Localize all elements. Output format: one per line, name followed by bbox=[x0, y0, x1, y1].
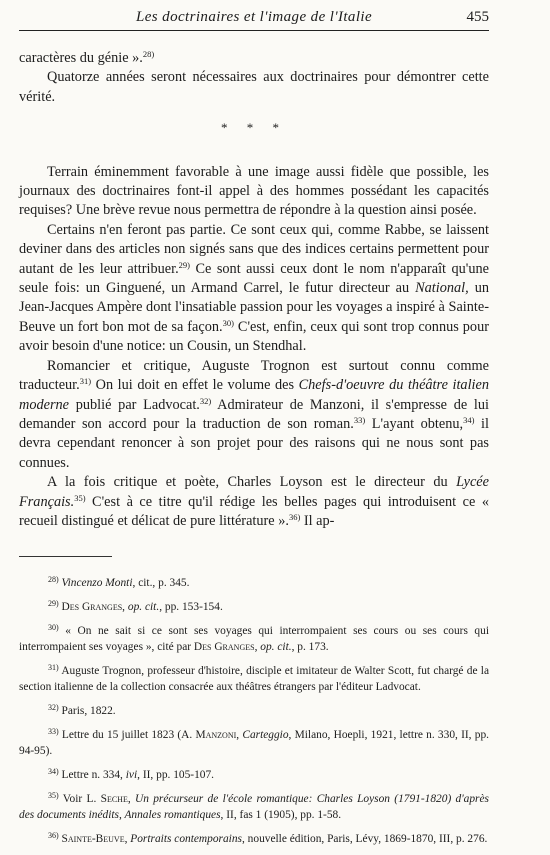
footnote-text: Lettre du 15 juillet 1823 (A. bbox=[61, 729, 196, 742]
footnote-ref: 30) bbox=[222, 317, 234, 328]
footnote bbox=[19, 623, 489, 655]
footnote-text: Sainte-Beuve bbox=[61, 833, 125, 846]
footnote-text: « On ne sait si ce sont ses voyages qui interrompaient ses cours ou ses cours qui interrompaient ses voyages », cité par bbox=[19, 625, 489, 654]
footnote-text: , bbox=[236, 729, 243, 742]
paragraph: Quatorze années seront nécessaires aux doctrinaires pour démontrer cette vérité. bbox=[19, 69, 489, 105]
footnote-number: 31) bbox=[48, 663, 59, 673]
footnote-text: , II, fas 1 (1905), pp. 1-58. bbox=[220, 809, 342, 822]
footnote bbox=[19, 791, 489, 823]
footnote-text: Portraits contemporains bbox=[130, 833, 242, 846]
footnote-number: 35) bbox=[48, 791, 59, 801]
footnote-text: Voir L. bbox=[62, 793, 101, 806]
footnote-ref: 33) bbox=[353, 414, 366, 425]
footnote-text: Un précurseur de l'école romantique: Charles Loyson (1791-1820) d'après des documents inédits, Annales romantiques bbox=[19, 793, 489, 822]
footnote-number: 33) bbox=[48, 727, 59, 737]
footnote-text: , cit., p. 345. bbox=[132, 577, 190, 590]
footnote-ref: 36) bbox=[288, 511, 301, 522]
footnote-text: Lettre n. 334, bbox=[61, 769, 126, 782]
footnote-ref: 29) bbox=[178, 259, 190, 270]
footnote-ref: 32) bbox=[199, 395, 212, 406]
paragraph: A la fois critique et poète, Charles Loyson est le directeur du Lycée Français.$^{35)}$ C'est à ce titre qu'il rédige les belles pages qui introduisent ce « recueil distingué et délicat de pure littérature ».$^{36)}$ Il ap- bbox=[19, 474, 489, 529]
footnote bbox=[19, 703, 489, 719]
footnote-number: 32) bbox=[48, 703, 59, 713]
running-title: Les doctrinaires et l'image de l'Italie bbox=[136, 9, 373, 25]
footnote-text: Auguste Trognon, professeur d'histoire, disciple et imitateur de Walter Scott, fut chargé de la section italienne de la collection consacrée aux théâtres étrangers par l'éditeur Ladvocat. bbox=[19, 665, 490, 694]
footnote-text: , p. 173. bbox=[291, 641, 329, 654]
footnote-divider bbox=[19, 556, 112, 557]
footnote-text: , pp. 153-154. bbox=[159, 601, 223, 614]
footnote-text: , nouvelle édition, Paris, Lévy, 1869-1870, III, p. 276. bbox=[241, 833, 488, 846]
paragraph: Romancier et critique, Auguste Trognon est surtout connu comme traducteur.$^{31)}$ On lui doit en effet le volume des Chefs-d'oeuvre du théâtre italien moderne publié par Ladvocat.$^{32)}$ Admirateur de Manzoni, il s'empresse de lui demander son accord pour la traduction de son roman.$^{33)}$ L'ayant obtenu,$^{34)}$ il devra cependant renoncer à son projet pour des raisons qui ne nous sont pas connues. bbox=[19, 357, 490, 471]
paragraph: Certains n'en feront pas partie. Ce sont ceux qui, comme Rabbe, se laissent deviner dans des articles non signés sans que des indices certains permettent pour autant de les leur attribuer.$^{29)}$ Ce sont aussi ceux dont le nom n'apparaît qu'une seule fois: un Ginguené, un Armand Carrel, le futur directeur au National, un Jean-Jacques Ampère dont l'insatiable passion pour les voyages a inspiré à Sainte-Beuve un fort bon mot de sa façon.$^{30)}$ C'est, enfin, ceux qui sont trop connus pour avoir besoin d'une notice: un Cousin, un Stendhal. bbox=[19, 221, 489, 355]
footnote-text: , bbox=[124, 833, 131, 846]
footnote bbox=[19, 727, 489, 759]
footnote-number: 30) bbox=[48, 623, 59, 633]
footnote-text: , bbox=[127, 793, 135, 806]
footnote-text: Des Granges bbox=[61, 601, 123, 614]
footnote-text: Des Granges bbox=[193, 641, 255, 654]
footnote-text: Carteggio bbox=[242, 729, 289, 742]
page-number: 455 bbox=[466, 9, 489, 25]
footnote-text: , II, pp. 105-107. bbox=[137, 769, 215, 782]
main-text bbox=[19, 49, 489, 531]
footnote-text: Vincenzo Monti bbox=[61, 577, 133, 590]
footnote-text: , Milano, Hoepli, 1921, lettre n. 330, II, pp. 94-95). bbox=[19, 729, 489, 758]
paragraph-continuation: caractères du génie ».$^{28)}$ bbox=[19, 49, 155, 66]
footnote-text: op. cit. bbox=[260, 641, 292, 654]
footnote bbox=[19, 599, 489, 615]
footnote-number: 34) bbox=[48, 767, 59, 777]
footnote-number: 36) bbox=[48, 831, 59, 841]
paragraph: Terrain éminemment favorable à une image aussi fidèle que possible, les journaux des doctrinaires font-il appel à des hommes possédant les capacités requises? Une brève revue nous permettra de répondre à la question ainsi posée. bbox=[19, 163, 489, 219]
footnote-number: 29) bbox=[48, 599, 59, 609]
footnote bbox=[19, 575, 489, 591]
footnotes bbox=[19, 575, 489, 847]
footnote-text: op. cit. bbox=[127, 601, 160, 614]
footnote-text: , bbox=[122, 601, 128, 614]
footnote-number: 28) bbox=[48, 575, 59, 585]
footnote-text: Paris, 1822. bbox=[61, 705, 116, 718]
footnote-text: ivi bbox=[125, 769, 138, 782]
section-separator: * * * bbox=[221, 120, 287, 136]
running-head bbox=[19, 6, 489, 31]
footnote-text: Seche bbox=[100, 793, 128, 806]
footnote-ref: 31) bbox=[79, 376, 92, 387]
book-page bbox=[19, 6, 489, 855]
footnote-ref: 34) bbox=[463, 414, 475, 425]
footnote-text: Manzoni bbox=[195, 729, 237, 742]
footnote bbox=[19, 767, 489, 783]
footnote bbox=[19, 663, 489, 695]
footnote-ref: 28) bbox=[142, 49, 155, 59]
footnote bbox=[19, 831, 489, 847]
footnote-text: , bbox=[254, 641, 261, 654]
footnote-ref: 35) bbox=[74, 492, 86, 503]
